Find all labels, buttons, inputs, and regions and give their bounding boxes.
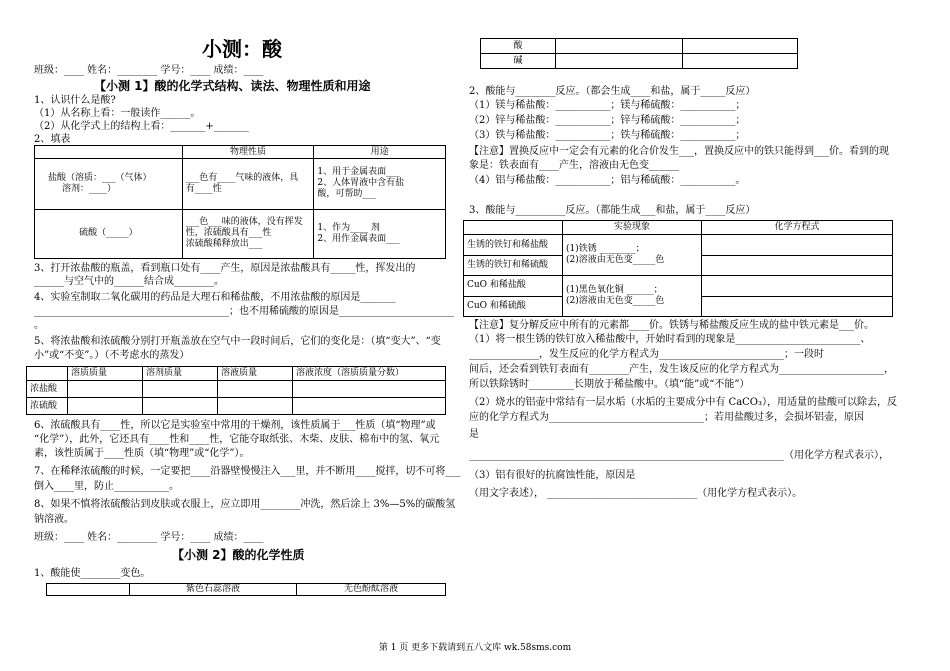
r-q2-4-text: （4）铝与稀盐酸：___________；铝与稀硫酸：___________。: [469, 175, 746, 186]
t5-cell: [143, 398, 218, 415]
q6a-text: 6、浓硫酸具有____性，所以它是实验室中常用的干燥剂，该性质属于___性质（填“物理”或: [34, 420, 436, 431]
q5a-text: 5、将浓盐酸和浓硫酸分别打开瓶盖放在空气中一段时间后，它们的变化是：（填“变大”、“变: [34, 336, 441, 347]
t5-header-0: [27, 367, 68, 381]
r1c-text: 间后，还会看到铁钉表面有________产生，发生该反应的化学方程式为_____________________，: [469, 364, 894, 375]
t5-header-1: 溶质质量: [68, 367, 143, 381]
q1b-text: （2）从化学式上的结构上看：_______+_______: [34, 121, 249, 132]
q1-text: 1、认识什么是酸?: [34, 95, 116, 106]
q5b-text: 小”或“不变”。）（不考虑水的蒸发）: [34, 350, 190, 361]
note1b-text: 象是：铁表面有____产生，溶液由无色变______: [469, 160, 679, 171]
hcl-use-2: 2、人体胃液中含有盐: [317, 178, 405, 189]
r2b-text: 应的化学方程式为_______________________________；若用盐酸过多，会损坏铝壶，原因: [469, 412, 864, 423]
r-q3-text: 3、酸能与__________反应。（都能生成___和盐，属于____反应）: [469, 205, 756, 216]
indicator-header-2: 无色酚酞溶液: [297, 584, 446, 596]
rt-header-blank: [464, 221, 563, 235]
hcl-use-cell: [314, 159, 446, 209]
h2so4-use-cell: [314, 209, 446, 258]
acid-properties-table: [34, 145, 446, 259]
rt-phenomenon-rust-1: (1)铁锈 ________；: [566, 244, 645, 255]
r2a-text: （2）烧水的铝壶中常结有一层水垢（水垢的主要成分中有 CaCO₃），用适量的盐酸可以除去，反: [469, 397, 898, 408]
r1b-text: ______________，发生反应的化学方程式为_________________________；一段时: [469, 349, 824, 360]
h2so4-use-1: 1、作为____ 剂: [317, 222, 380, 233]
r-q2-1-text: （1）镁与稀盐酸：___________；镁与稀硫酸：___________；: [469, 100, 746, 111]
t5-cell: [218, 398, 293, 415]
q7b-text: 倒入____里，防止___________。: [34, 481, 179, 492]
page-footer: 第 1 页 更多下载请到五八文库 wk.58sms.com: [378, 643, 572, 653]
t5-header-4: 溶液浓度（溶质质量分数）: [293, 367, 446, 381]
r2d-text: _______________________________________________________________（用化学方程式表示），: [469, 450, 889, 461]
r2c-text: 是: [469, 429, 479, 440]
q6c-text: 素，该性质属于____性质（填“物理”或“化学”）。: [34, 448, 250, 459]
indicator-header-0: [47, 584, 130, 596]
page-title: 小测：酸: [202, 37, 282, 61]
t5-row-hcl: 浓盐酸: [27, 381, 68, 398]
h2so4-physical-1: ___色___味的液体，没有挥发: [185, 217, 303, 228]
r-q2-text: 2、酸能与________反应。（都会生成____和盐，属于_____反应）: [469, 86, 756, 97]
q8b-text: 钠溶液。: [34, 514, 74, 525]
t5-cell: [218, 381, 293, 398]
indicator-table: [46, 583, 446, 596]
r-q2-2-text: （2）锌与稀盐酸：___________；锌与稀硫酸：___________；: [469, 115, 746, 126]
hcl-name-cell: [35, 159, 183, 209]
rt-phenomenon-cuo-2: (2)溶液由无色变_____色: [566, 296, 665, 307]
t5-cell: [68, 398, 143, 415]
h2so4-name: 硫酸（_____）: [35, 209, 183, 258]
hcl-solvent: 溶剂：____）: [62, 183, 117, 194]
rt-eq-cell: [702, 276, 893, 296]
ab-cell: [556, 39, 683, 54]
rt-header-equation: 化学方程式: [702, 221, 893, 235]
rust-reaction-table: [463, 220, 893, 317]
concentration-table: [26, 366, 446, 415]
rt-phenomenon-rust: [563, 235, 702, 276]
r1d-text: 所以铁除锈时_________长期放于稀盐酸中。（填“能”或“不能”）: [469, 379, 750, 390]
hcl-physical-2: 有____性: [185, 183, 222, 194]
rt-eq-cell: [702, 235, 893, 255]
q4b-text: _______________________________________；也不用稀硫酸的原因是_______________________: [34, 306, 454, 317]
q8a-text: 8、如果不慎将浓硫酸沾到皮肤或衣服上，应立即用________冲洗，然后涂上 3%—5%的碳酸氢: [34, 499, 456, 510]
h2so4-physical-3: 浓硫酸稀释放出___: [185, 239, 263, 250]
r1a-text: （1）将一根生锈的铁钉放入稀盐酸中，开始时看到的现象是_________________________、: [469, 334, 871, 345]
t5-cell: [143, 381, 218, 398]
t5-header-2: 溶剂质量: [143, 367, 218, 381]
r3b-text: （用文字表述）， ______________________________（用化学方程式表示）。: [469, 488, 803, 499]
t5-header-3: 溶液质量: [218, 367, 293, 381]
student-info-line-2: 班级：____ 姓名：________ 学号：____ 成绩：____: [34, 532, 264, 543]
q1a-text: （1）从名称上看：一般读作______。: [34, 108, 201, 119]
rt-phenomenon-cuo: [563, 276, 702, 317]
hcl-use-3: 酸，可帮助___: [317, 189, 376, 200]
rt-row-label-1: 生锈的铁钉和稀盐酸: [464, 235, 563, 255]
hcl-physical-1: ___色有____气味的液体，具: [185, 172, 299, 183]
table-header-use: 用途: [314, 146, 446, 159]
hcl-use-1: 1、用于金属表面___: [317, 167, 400, 178]
q3b-text: ______与空气中的______结合成________。: [34, 276, 224, 287]
rt-phenomenon-cuo-1: (1)黑色氧化铜 ______；: [566, 285, 663, 296]
ab-cell: [556, 54, 683, 69]
t5-cell: [68, 381, 143, 398]
rt-row-label-2: 生锈的铁钉和稀硫酸: [464, 255, 563, 275]
t5-row-h2so4: 浓硫酸: [27, 398, 68, 415]
h2so4-physical-2: 性，浓硫酸具有___性: [185, 228, 272, 239]
q4c-text: 。: [34, 320, 44, 331]
q3a-text: 3、打开浓盐酸的瓶盖，看到瓶口处有____产生，原因是浓盐酸具有_____性，挥发出的: [34, 263, 416, 274]
rt-header-phenomenon: 实验现象: [563, 221, 702, 235]
ab-cell: [683, 54, 798, 69]
t2-q1-text: 1、酸能使________变色。: [34, 568, 151, 579]
acid-row-label: 酸: [481, 39, 556, 54]
h2so4-physical-cell: [182, 209, 314, 258]
table-header-physical: 物理性质: [182, 146, 314, 159]
indicator-header-1: 紫色石蕊溶液: [130, 584, 297, 596]
q7a-text: 7、在稀释浓硫酸的时候，一定要把____沿器壁慢慢注入___里，并不断用____搅拌，切不可将___: [34, 466, 461, 477]
rt-phenomenon-rust-2: (2)溶液由无色变_____色: [566, 255, 665, 266]
acid-base-table: [480, 38, 798, 69]
q4a-text: 4、实验室制取二氧化碳用的药品是大理石和稀盐酸，不用浓盐酸的原因是_______: [34, 292, 396, 303]
ab-cell: [683, 39, 798, 54]
hcl-physical-cell: [182, 159, 314, 209]
rt-eq-cell: [702, 296, 893, 316]
hcl-name: 盐酸（溶质：___（气体）: [48, 172, 152, 183]
q6b-text: “化学”），此外，它还具有____性和____性，它能夺取纸张、木柴、皮肤、棉布中的氢、氧元: [34, 434, 440, 445]
rt-row-label-3: CuO 和稀盐酸: [464, 276, 563, 296]
h2so4-use-2: 2、用作金属表面___: [317, 233, 400, 244]
table-header-blank: [35, 146, 183, 159]
note1a-text: 【注意】置换反应中一定会有元素的化合价发生___，置换反应中的铁只能得到___价。看到的现: [469, 146, 889, 157]
q2-text: 2、填表: [34, 134, 71, 145]
rt-eq-cell: [702, 255, 893, 275]
student-info-line: 班级：____ 姓名：________ 学号：____ 成绩：____: [34, 65, 264, 76]
rt-row-label-4: CuO 和稀硫酸: [464, 296, 563, 316]
r3a-text: （3）铝有很好的抗腐蚀性能，原因是: [469, 470, 636, 481]
note2-text: 【注意】复分解反应中所有的元素都____价。铁锈与稀盐酸反应生成的盐中铁元素是___价。: [469, 320, 874, 331]
test1-heading: 【小测 1】酸的化学式结构、读法、物理性质和用途: [94, 79, 371, 93]
base-row-label: 碱: [481, 54, 556, 69]
test2-heading: 【小测 2】酸的化学性质: [172, 548, 305, 562]
t5-cell: [293, 398, 446, 415]
r-q2-3-text: （3）铁与稀盐酸：___________；铁与稀硫酸：___________；: [469, 130, 746, 141]
t5-cell: [293, 381, 446, 398]
